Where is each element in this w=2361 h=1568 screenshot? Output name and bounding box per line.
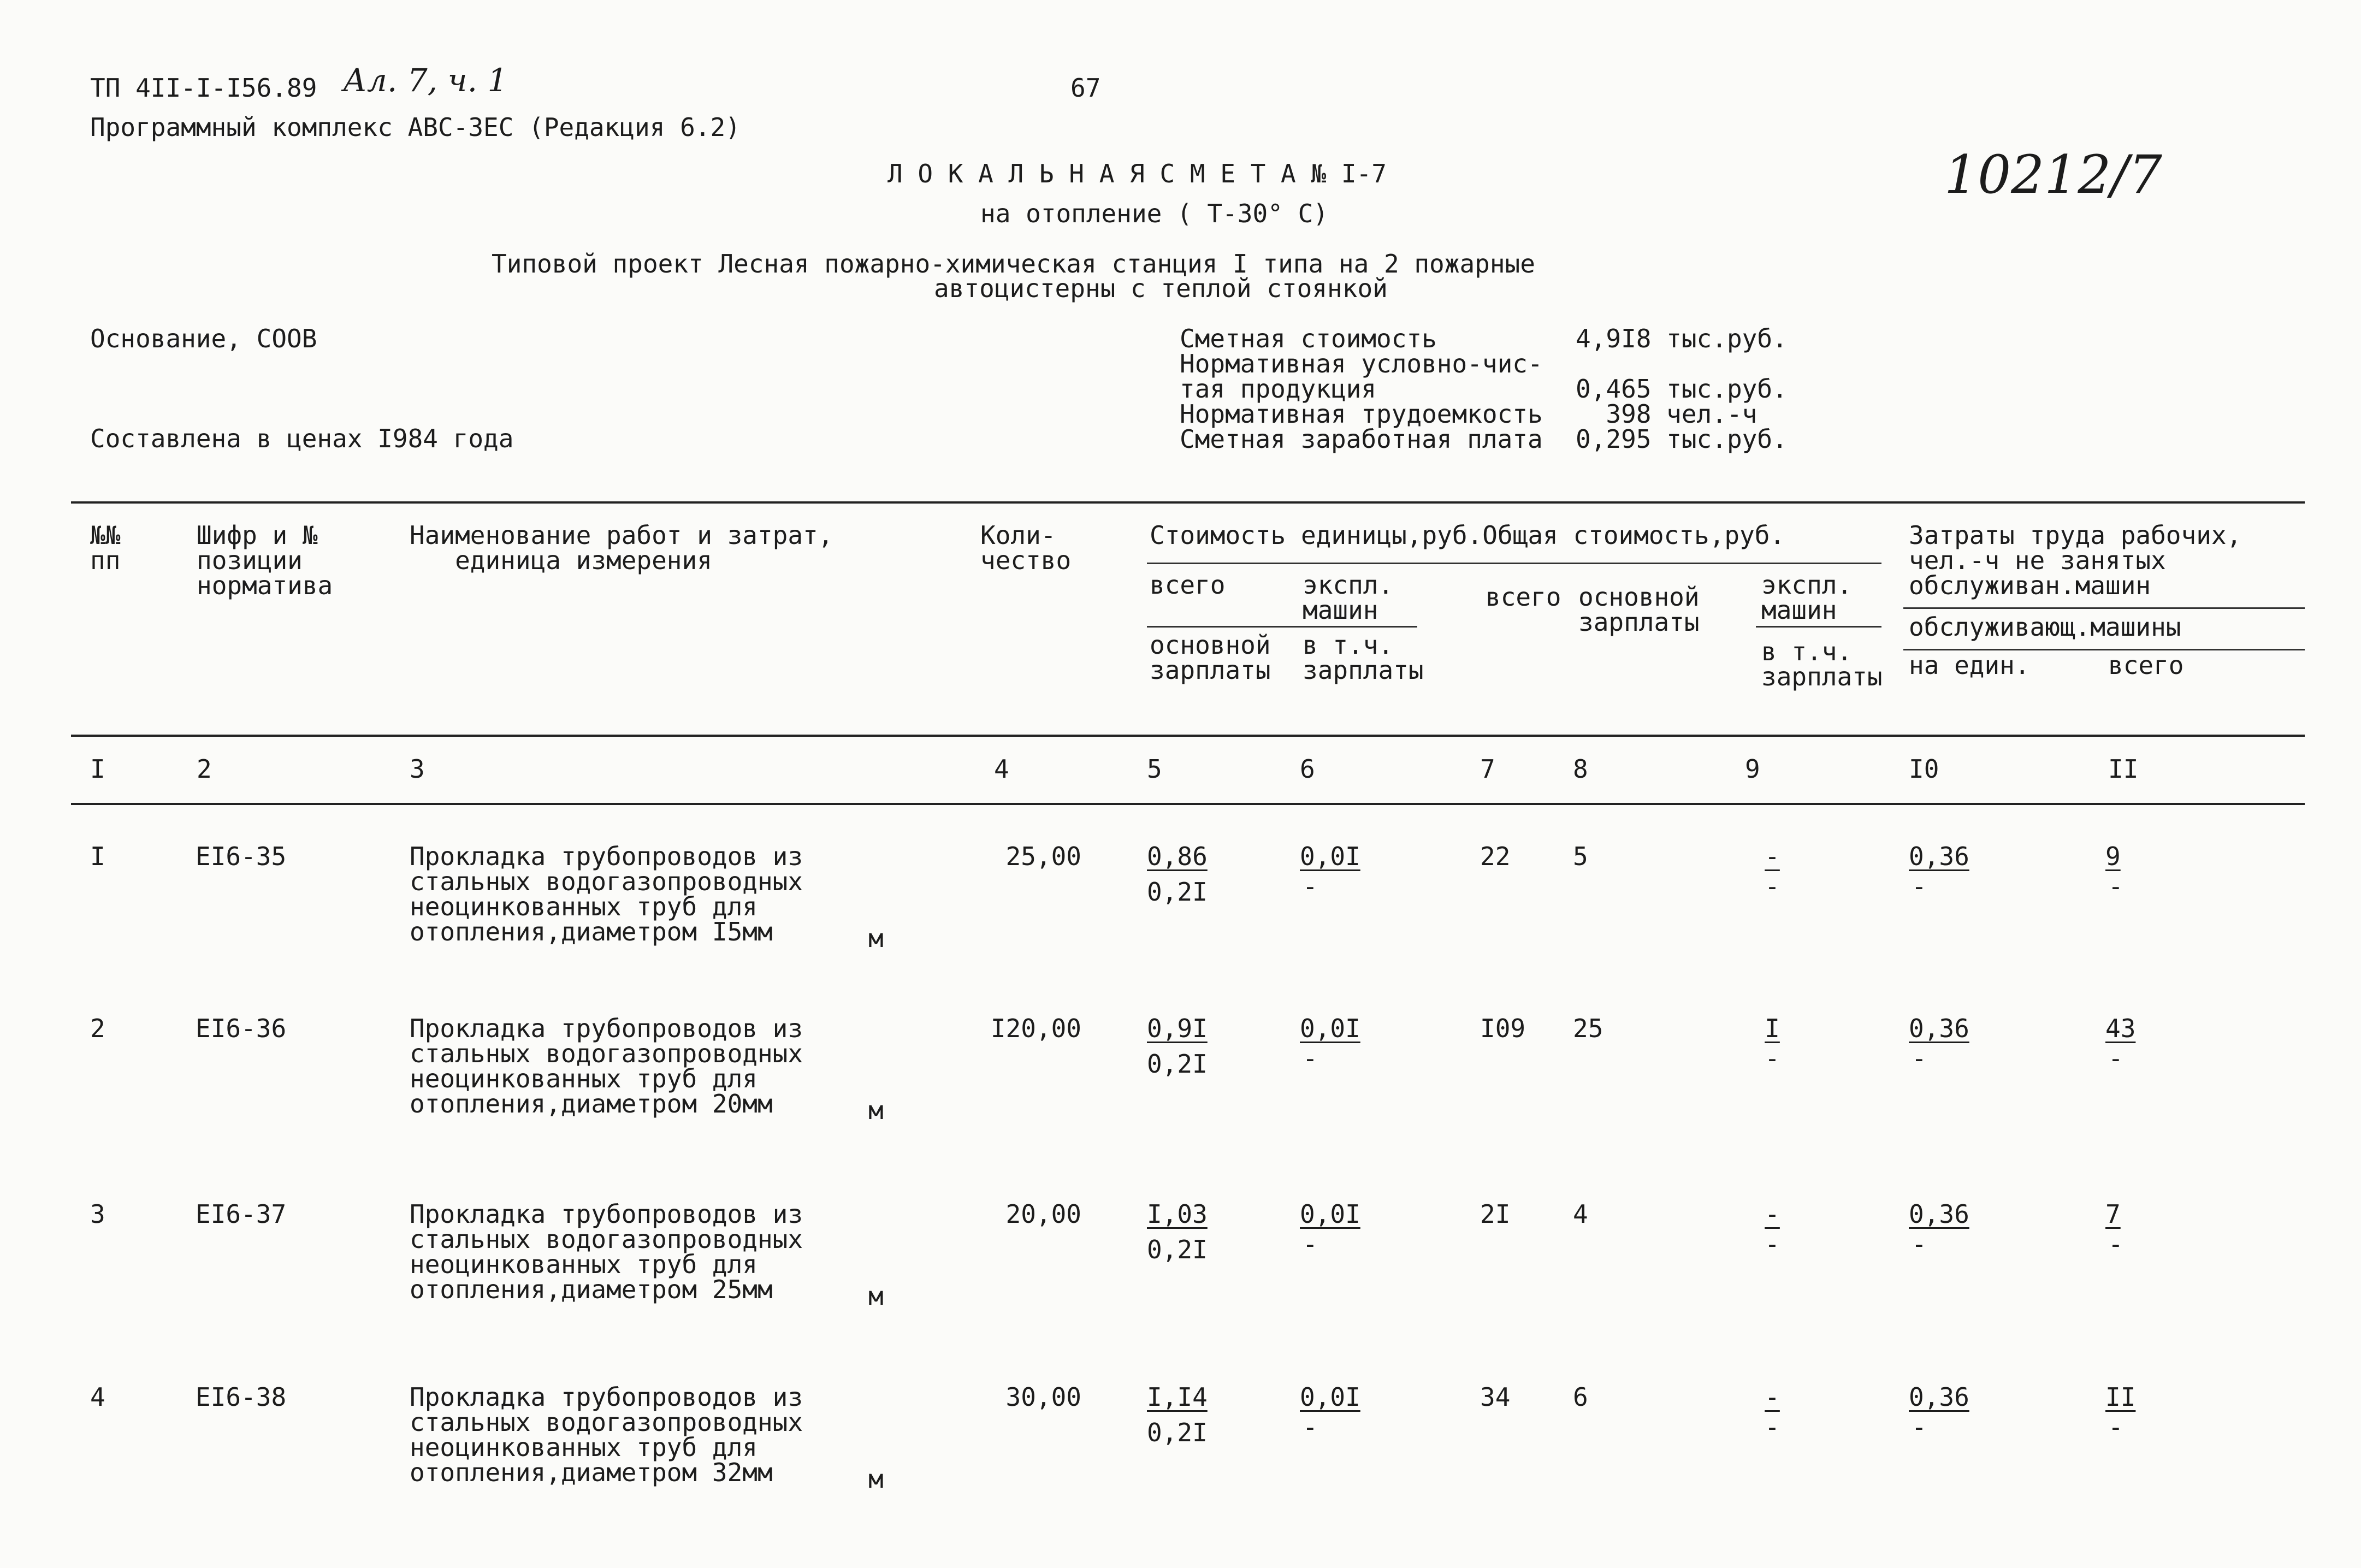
column-number: 9 — [1745, 754, 1760, 784]
basis: Основание, СООВ — [90, 324, 317, 353]
header-machine-salary-unit: в т.ч. зарплаты — [1303, 630, 1424, 685]
unit: м — [868, 1464, 884, 1494]
unit-machine-salary: - — [1303, 1412, 1318, 1442]
quantity: 25,00 — [1005, 842, 1081, 871]
column-number: 8 — [1573, 754, 1588, 784]
quantity: I20,00 — [990, 1014, 1081, 1043]
column-number: 4 — [994, 754, 1009, 784]
norm-code: ЕI6-37 — [196, 1199, 287, 1229]
labor-machine-total: - — [2108, 1229, 2123, 1259]
column-number: 6 — [1300, 754, 1315, 784]
labor-per-unit: 0,36 — [1909, 1382, 1969, 1412]
labor-header-rule-1 — [1903, 607, 2305, 609]
header-base-salary-unit: основной зарплаты — [1150, 630, 1271, 685]
header-total-unit: всего — [1150, 570, 1226, 600]
unit: м — [868, 1281, 884, 1311]
quantity: 20,00 — [1005, 1199, 1081, 1229]
header-base-salary: основной зарплаты — [1578, 582, 1700, 637]
column-number: I0 — [1909, 754, 1939, 784]
work-name: Прокладка трубопроводов из стальных водогазопроводных неоцинкованных труб для отопления,диаметром 25мм — [410, 1199, 803, 1304]
unit-machine: 0,0I — [1300, 842, 1360, 871]
page-number: 67 — [1070, 73, 1101, 103]
header-name: Наименование работ и затрат, единица измерения — [410, 520, 833, 575]
total-machine: - — [1765, 1199, 1780, 1229]
unit-base-salary: 0,2I — [1147, 1418, 1208, 1447]
header-machine-unit: экспл. машин — [1303, 570, 1394, 625]
labor-machine-total: - — [2108, 872, 2123, 901]
unit-machine: 0,0I — [1300, 1199, 1360, 1229]
labor-total: II — [2105, 1382, 2136, 1412]
estimate-title: Л О К А Л Ь Н А Я С М Е Т А № I-7 — [887, 159, 1387, 188]
project-line-1: Типовой проект Лесная пожарно-химическая станция I типа на 2 пожарные — [492, 249, 1535, 279]
handwritten-code: Ал. 7, ч. 1 — [343, 62, 508, 99]
norm-code: ЕI6-35 — [196, 842, 287, 871]
doc-code: ТП 4II-I-I56.89 — [90, 73, 317, 103]
total: 22 — [1480, 842, 1511, 871]
row-number: I — [90, 842, 105, 871]
header-labor-machines: обслуживающ.машины — [1909, 612, 2181, 642]
work-name: Прокладка трубопроводов из стальных водогазопроводных неоцинкованных труб для отопления,диаметром 20мм — [410, 1014, 803, 1119]
header-labor: Затраты труда рабочих, чел.-ч не занятых обслуживан.машин — [1909, 520, 2242, 600]
column-number: 5 — [1147, 754, 1162, 784]
unit-machine-salary: - — [1303, 872, 1318, 901]
total: I09 — [1480, 1014, 1526, 1043]
labor-per-unit: 0,36 — [1909, 1014, 1969, 1043]
total-machine: - — [1765, 1382, 1780, 1412]
price-year: Составлена в ценах I984 года — [90, 424, 514, 453]
total-base-salary: 25 — [1573, 1014, 1603, 1043]
total-machine: - — [1765, 842, 1780, 871]
work-name: Прокладка трубопроводов из стальных водогазопроводных неоцинкованных труб для отопления,диаметром 32мм — [410, 1382, 803, 1487]
header-quantity: Коли- чество — [980, 520, 1072, 575]
total-machine-salary: - — [1765, 872, 1780, 901]
labor-machine-per-unit: - — [1912, 1412, 1927, 1442]
row-number: 2 — [90, 1014, 105, 1043]
unit: м — [868, 924, 884, 953]
labor-machine-total: - — [2108, 1412, 2123, 1442]
column-number: II — [2108, 754, 2139, 784]
column-numbers-rule — [71, 803, 2305, 805]
header-machine: экспл. машин — [1761, 570, 1853, 625]
total-machine-salary: - — [1765, 1412, 1780, 1442]
row-number: 4 — [90, 1382, 105, 1412]
norm-code: ЕI6-38 — [196, 1382, 287, 1412]
summary-labels: Сметная стоимость Нормативная условно-чис- тая продукция Нормативная трудоемкость Сметная заработная плата — [1180, 324, 1543, 454]
row-number: 3 — [90, 1199, 105, 1229]
quantity: 30,00 — [1005, 1382, 1081, 1412]
unit-machine-salary: - — [1303, 1044, 1318, 1073]
header-labor-total: всего — [2108, 650, 2184, 680]
work-name: Прокладка трубопроводов из стальных водогазопроводных неоцинкованных труб для отопления,диаметром I5мм — [410, 842, 803, 946]
labor-total: 43 — [2105, 1014, 2136, 1043]
header-total: всего — [1486, 582, 1561, 612]
total-base-salary: 6 — [1573, 1382, 1588, 1412]
unit-machine: 0,0I — [1300, 1014, 1360, 1043]
unit-total: 0,9I — [1147, 1014, 1208, 1043]
total-machine-salary: - — [1765, 1229, 1780, 1259]
unit-base-salary: 0,2I — [1147, 877, 1208, 907]
total-machine: I — [1765, 1014, 1780, 1043]
total: 2I — [1480, 1199, 1511, 1229]
header-per-unit: на един. — [1909, 650, 2030, 680]
labor-machine-total: - — [2108, 1044, 2123, 1073]
labor-total: 7 — [2105, 1199, 2121, 1229]
labor-machine-per-unit: - — [1912, 1229, 1927, 1259]
total: 34 — [1480, 1382, 1511, 1412]
unit-machine-salary: - — [1303, 1229, 1318, 1259]
software-line: Программный комплекс АВС-3ЕС (Редакция 6.2) — [90, 113, 741, 142]
unit-total: 0,86 — [1147, 842, 1208, 871]
labor-machine-per-unit: - — [1912, 872, 1927, 901]
cost-header-rule — [1147, 563, 1881, 564]
estimate-subtitle: на отопление ( Т-30° С) — [980, 199, 1328, 228]
column-number: 7 — [1480, 754, 1495, 784]
machine-cost-subrule — [1756, 626, 1881, 628]
labor-machine-per-unit: - — [1912, 1044, 1927, 1073]
summary-values: 4,9I8 тыс.руб. 0,465 тыс.руб. 398 чел.-ч 0,295 тыс.руб. — [1576, 324, 1788, 454]
column-number: I — [90, 754, 105, 784]
handwritten-number: 10212/7 — [1944, 144, 2162, 205]
header-code: Шифр и № позиции норматива — [197, 520, 333, 600]
header-machine-salary: в т.ч. зарплаты — [1761, 637, 1883, 691]
header-row-number: №№ пп — [90, 520, 121, 575]
total-machine-salary: - — [1765, 1044, 1780, 1073]
unit-cost-subrule — [1147, 626, 1417, 628]
unit: м — [868, 1096, 884, 1125]
unit-base-salary: 0,2I — [1147, 1049, 1208, 1079]
total-base-salary: 5 — [1573, 842, 1588, 871]
header-bottom-rule — [71, 735, 2305, 737]
labor-per-unit: 0,36 — [1909, 842, 1969, 871]
project-line-2: автоцистерны с теплой стоянкой — [934, 274, 1388, 303]
unit-machine: 0,0I — [1300, 1382, 1360, 1412]
labor-per-unit: 0,36 — [1909, 1199, 1969, 1229]
total-base-salary: 4 — [1573, 1199, 1588, 1229]
norm-code: ЕI6-36 — [196, 1014, 287, 1043]
column-number: 2 — [197, 754, 212, 784]
unit-base-salary: 0,2I — [1147, 1235, 1208, 1264]
column-number: 3 — [410, 754, 425, 784]
unit-total: I,03 — [1147, 1199, 1208, 1229]
table-top-rule — [71, 501, 2305, 504]
header-cost: Стоимость единицы,руб.Общая стоимость,руб. — [1150, 520, 1785, 550]
unit-total: I,I4 — [1147, 1382, 1208, 1412]
labor-total: 9 — [2105, 842, 2121, 871]
